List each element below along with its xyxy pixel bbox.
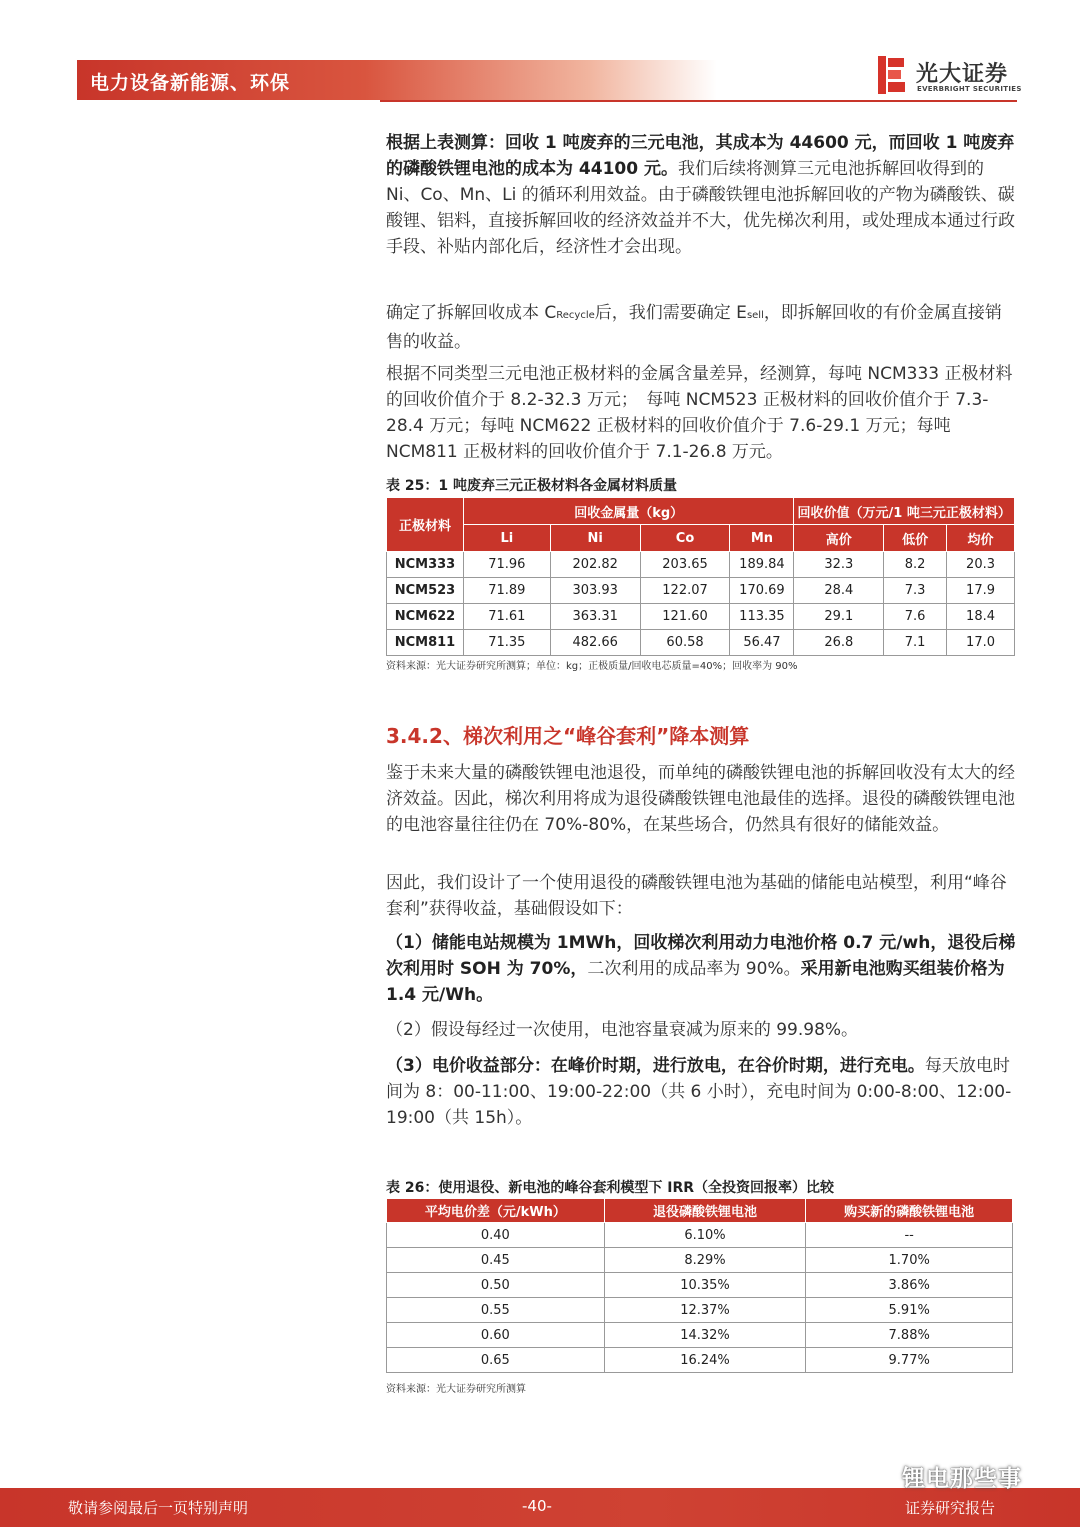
table-cell: 7.6 [884, 604, 947, 630]
th-material: 正极材料 [387, 498, 464, 552]
table-cell: 20.3 [947, 552, 1015, 578]
table-26-source: 资料来源：光大证券研究所测算 [386, 1384, 526, 1395]
subscript-text: Recycle [556, 310, 595, 321]
footer-disclaimer: 敬请参阅最后一页特别声明 [68, 1499, 249, 1517]
table-cell: 0.40 [387, 1223, 605, 1248]
table-cell: 5.91% [806, 1298, 1013, 1323]
table-cell: NCM811 [387, 630, 464, 656]
table-cell: 189.84 [730, 552, 794, 578]
body-text: 我们后续将测算三元电池拆解回收得到的 Ni、Co、Mn、Li 的循环利用效益。由于磷酸铁锂电池拆解回收的产物为磷酸铁、碳酸锂、铝料，直接拆解回收的经济效益并不大，优先梯次利用，或处理成本通过行政手段、补贴内部化后，经济性才会出现。 [386, 159, 1015, 257]
th-new: 购买新的磷酸铁锂电池 [806, 1199, 1013, 1223]
table-row [387, 1348, 1013, 1373]
table-cell: 14.32% [604, 1323, 806, 1348]
bold-text: （3）电价收益部分：在峰价时期，进行放电，在谷价时期，进行充电。 [386, 1056, 925, 1076]
body-text: ，即拆解回收的有价金属直接销售的收益。 [386, 303, 1002, 352]
header-title: 电力设备新能源、环保 [90, 72, 291, 94]
table-cell: 9.77% [806, 1348, 1013, 1373]
bold-text: 采用新电池购买组装价格为 1.4 元/Wh。 [386, 959, 1005, 1005]
paragraph-assumption-3 [386, 1053, 1016, 1131]
table-cell: 121.60 [640, 604, 730, 630]
table-cell: 16.24% [604, 1348, 806, 1373]
body-text: 二次利用的成品率为 90%。 [587, 959, 801, 979]
th-mass: 回收金属量（kg） [463, 498, 793, 525]
th-sub: Ni [550, 525, 640, 552]
table-cell: 29.1 [794, 604, 884, 630]
table-cell: 8.29% [604, 1248, 806, 1273]
table-row [387, 1223, 1013, 1248]
th-sub: 均价 [947, 525, 1015, 552]
table-cell: 7.88% [806, 1323, 1013, 1348]
body-text: 每天放电时间为 8：00-11:00、19:00-22:00（共 6 小时），充电时间为 0:00-8:00、12:00-19:00（共 15h）。 [386, 1056, 1012, 1128]
everbright-logo-icon [878, 56, 906, 94]
table-row [387, 630, 1015, 656]
table-cell: 122.07 [640, 578, 730, 604]
table-row [387, 578, 1015, 604]
bold-text: （1）储能电站规模为 1MWh，回收梯次利用动力电池价格 0.7 元/wh，退役后梯次利用时 SOH 为 70%， [386, 933, 1016, 979]
table-cell: 6.10% [604, 1223, 806, 1248]
table-cell: 7.3 [884, 578, 947, 604]
footer-report-type: 证券研究报告 [905, 1499, 996, 1517]
body-text: 确定了拆解回收成本 C [386, 303, 557, 323]
th-sub: Co [640, 525, 730, 552]
paragraph-esell [386, 300, 1016, 355]
table-row [387, 1298, 1013, 1323]
page-number: -40- [522, 1497, 552, 1515]
paragraph-model-intro: 因此，我们设计了一个使用退役的磷酸铁锂电池为基础的储能电站模型，利用“峰谷套利”获得收益，基础假设如下： [386, 873, 1007, 919]
table-cell: 0.55 [387, 1298, 605, 1323]
subscript-text: sell [746, 310, 764, 321]
table-cell: 363.31 [550, 604, 640, 630]
table-cell: 26.8 [794, 630, 884, 656]
paragraph-cascade-use: 鉴于未来大量的磷酸铁锂电池退役，而单纯的磷酸铁锂电池的拆解回收没有太大的经济效益。因此，梯次利用将成为退役磷酸铁锂电池最佳的选择。退役的磷酸铁锂电池的电池容量往往仍在 70%-80%，在某些场合，仍然具有很好的储能效益。 [386, 763, 1015, 835]
table-cell: 0.65 [387, 1348, 605, 1373]
th-retired: 退役磷酸铁锂电池 [604, 1199, 806, 1223]
table-cell: 12.37% [604, 1298, 806, 1323]
th-price-diff: 平均电价差（元/kWh） [387, 1199, 605, 1223]
th-sub: Mn [730, 525, 794, 552]
table-cell: 56.47 [730, 630, 794, 656]
table-cell: 17.9 [947, 578, 1015, 604]
table-cell: 303.93 [550, 578, 640, 604]
table-row [387, 1273, 1013, 1298]
table-cell: 203.65 [640, 552, 730, 578]
table-cell: 3.86% [806, 1273, 1013, 1298]
table-cell: 17.0 [947, 630, 1015, 656]
table-cell: 0.50 [387, 1273, 605, 1298]
table-cell: 32.3 [794, 552, 884, 578]
table-row [387, 1248, 1013, 1273]
paragraph-assumption-1 [386, 930, 1016, 1008]
table-cell: 71.89 [463, 578, 550, 604]
table-cell: NCM333 [387, 552, 464, 578]
table-cell: NCM523 [387, 578, 464, 604]
table-cell: 0.45 [387, 1248, 605, 1273]
table-26 [386, 1198, 1013, 1373]
table-cell: 10.35% [604, 1273, 806, 1298]
th-sub: 低价 [884, 525, 947, 552]
table-cell: 28.4 [794, 578, 884, 604]
table-cell: 170.69 [730, 578, 794, 604]
table-cell: 18.4 [947, 604, 1015, 630]
body-text: 后，我们需要确定 E [594, 303, 747, 323]
wechat-icon [860, 1461, 900, 1491]
table-cell: 71.61 [463, 604, 550, 630]
table-cell: 0.60 [387, 1323, 605, 1348]
table-cell: 113.35 [730, 604, 794, 630]
table-cell: 202.82 [550, 552, 640, 578]
table-cell: -- [806, 1223, 1013, 1248]
paragraph-ncm-values: 根据不同类型三元电池正极材料的金属含量差异，经测算，每吨 NCM333 正极材料的回收价值介于 8.2-32.3 万元； 每吨 NCM523 正极材料的回收价值介于 7.3-28.4 万元；每吨 NCM622 正极材料的回收价值介于 7.6-29.1 万元；每吨 NCM811 正极材料的回收价值介于 7.1-26.8 万元。 [386, 364, 1013, 462]
table-cell: 8.2 [884, 552, 947, 578]
table-row [387, 1323, 1013, 1348]
th-sub: 高价 [794, 525, 884, 552]
table-25-source: 资料来源：光大证券研究所测算；单位：kg；正极质量/回收电芯质量=40%；回收率为 90% [386, 661, 798, 672]
logo-text: 光大证券 [916, 62, 1009, 87]
table-cell: 60.58 [640, 630, 730, 656]
table-row [387, 552, 1015, 578]
table-cell: 71.35 [463, 630, 550, 656]
watermark-text: 锂电那些事 [902, 1466, 1022, 1492]
th-sub: Li [463, 525, 550, 552]
table-cell: NCM622 [387, 604, 464, 630]
table-26-caption: 表 26：使用退役、新电池的峰谷套利模型下 IRR（全投资回报率）比较 [386, 1180, 834, 1196]
table-cell: 7.1 [884, 630, 947, 656]
bold-text: 根据上表测算：回收 1 吨废弃的三元电池，其成本为 44600 元，而回收 1 吨废弃的磷酸铁锂电池的成本为 44100 元。 [386, 133, 1015, 179]
table-cell: 71.96 [463, 552, 550, 578]
section-title: 3.4.2、梯次利用之“峰谷套利”降本测算 [386, 724, 750, 748]
header-divider [380, 100, 1017, 102]
table-cell: 482.66 [550, 630, 640, 656]
table-25 [386, 497, 1015, 656]
table-25-caption: 表 25：1 吨废弃三元正极材料各金属材料质量 [386, 478, 677, 494]
paragraph-cost-summary [386, 130, 1016, 260]
th-value: 回收价值（万元/1 吨三元正极材料） [794, 498, 1015, 525]
logo-subtext: EVERBRIGHT SECURITIES [917, 85, 1022, 93]
table-cell: 1.70% [806, 1248, 1013, 1273]
table-row [387, 604, 1015, 630]
paragraph-assumption-2: （2）假设每经过一次使用，电池容量衰减为原来的 99.98%。 [386, 1020, 859, 1040]
